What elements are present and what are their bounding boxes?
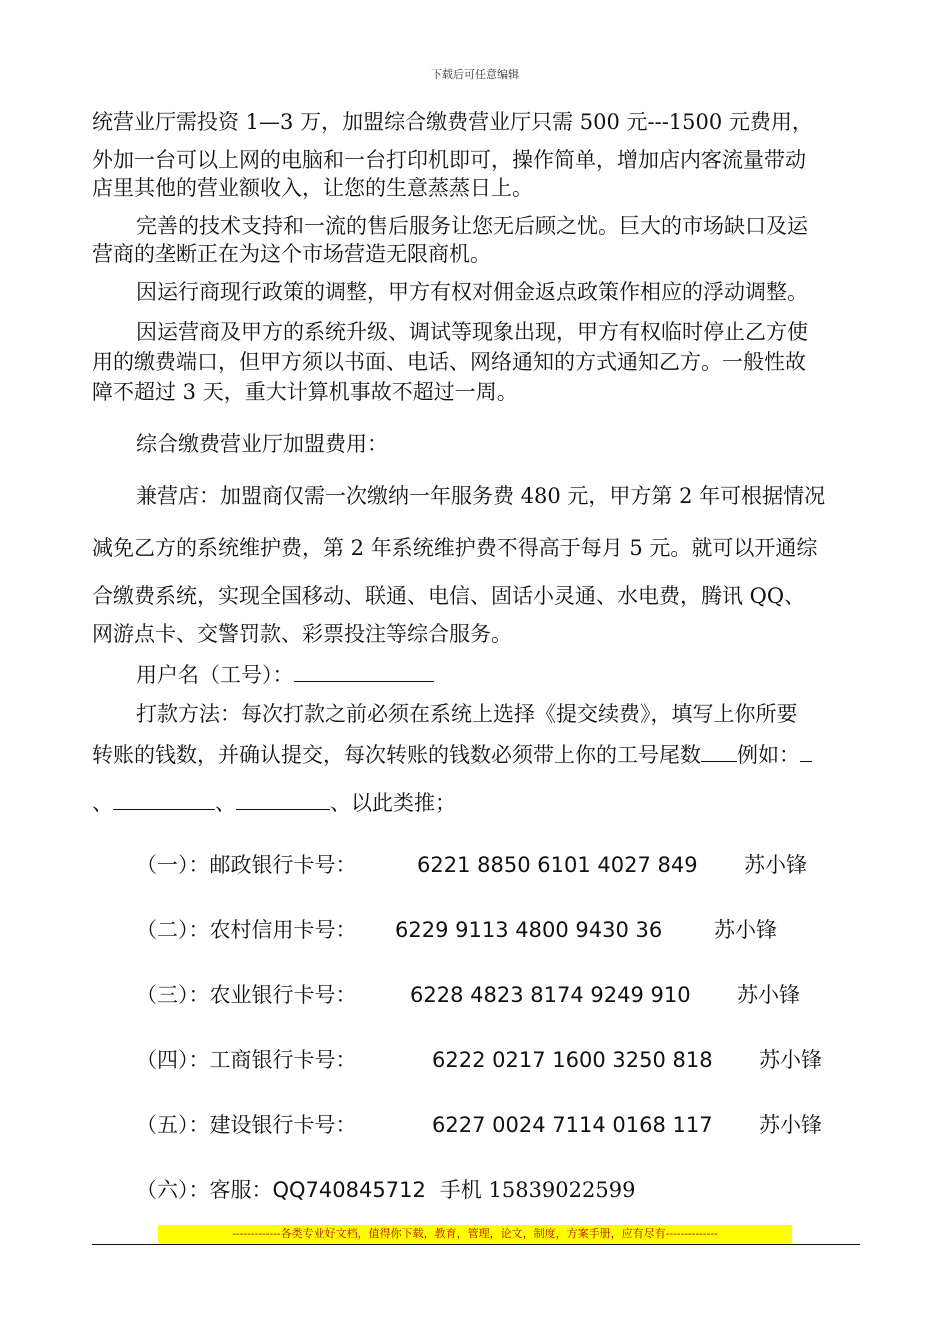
example-blank[interactable] (113, 787, 215, 810)
account-owner: 苏小锋 (714, 918, 777, 942)
username-blank[interactable] (294, 659, 434, 682)
bank-row (136, 980, 800, 1010)
paragraph-line: 用的缴费端口，但甲方须以书面、电话、网络通知的方式通知乙方。一般性故 (92, 350, 806, 374)
account-owner: 苏小锋 (759, 1048, 822, 1072)
bank-account: 6227 0024 7114 0168 117 (432, 1113, 713, 1137)
paragraph-line: 网游点卡、交警罚款、彩票投注等综合服务。 (92, 622, 512, 646)
username-label: 用户名（工号）： (136, 663, 294, 687)
paragraph-line: 减免乙方的系统维护费，第 2 年系统维护费不得高于每月 5 元。就可以开通综 (92, 536, 818, 560)
payment-text: 、以此类推； (330, 791, 456, 815)
paragraph-line: 打款方法：每次打款之前必须在系统上选择《提交续费》，填写上你所要 (136, 702, 798, 726)
paragraph-line: 店里其他的营业额收入，让您的生意蒸蒸日上。 (92, 176, 533, 200)
paragraph-line: 合缴费系统，实现全国移动、联通、电信、固话小灵通、水电费，腾讯 QQ、 (92, 584, 806, 608)
bank-row (136, 915, 777, 945)
bank-label: （三）：农业银行卡号： (136, 983, 357, 1007)
service-label: （六）：客服： (136, 1178, 273, 1202)
bank-label: （一）：邮政银行卡号： (136, 853, 357, 877)
example-blank[interactable] (236, 787, 330, 810)
paragraph-line: 兼营店：加盟商仅需一次缴纳一年服务费 480 元，甲方第 2 年可根据情况 (136, 484, 826, 508)
bank-row (136, 850, 807, 880)
bank-account: 6229 9113 4800 9430 36 (395, 918, 663, 942)
account-owner: 苏小锋 (744, 853, 807, 877)
bank-row (136, 1045, 822, 1075)
separator: 、 (215, 791, 236, 815)
tail-number-blank[interactable] (701, 739, 737, 762)
paragraph-line: 完善的技术支持和一流的售后服务让您无后顾之忧。巨大的市场缺口及运 (136, 214, 808, 238)
bank-label: （四）：工商银行卡号： (136, 1048, 357, 1072)
paragraph-line: 因运行商现行政策的调整，甲方有权对佣金返点政策作相应的浮动调整。 (136, 280, 808, 304)
separator: 、 (92, 791, 113, 815)
paragraph-line: 营商的垄断正在为这个市场营造无限商机。 (92, 242, 491, 266)
page-header: 下载后可任意编辑 (431, 68, 519, 81)
payment-text: 转账的钱数，并确认提交，每次转账的钱数必须带上你的工号尾数 (92, 743, 701, 767)
footer-banner: -------------各类专业好文档，值得你下载，教育，管理，论文，制度，方案手册，应有尽有-------------- (158, 1225, 792, 1243)
paragraph-line: 因运营商及甲方的系统升级、调试等现象出现，甲方有权临时停止乙方使 (136, 320, 808, 344)
example-label: 例如： (737, 743, 800, 767)
paragraph-line: 障不超过 3 天，重大计算机事故不超过一周。 (92, 380, 518, 404)
example-blank[interactable] (800, 739, 812, 762)
service-phone: 手机 15839022599 (439, 1178, 636, 1202)
footer-divider (92, 1244, 860, 1245)
service-row (136, 1175, 635, 1205)
account-owner: 苏小锋 (759, 1113, 822, 1137)
bank-label: （五）：建设银行卡号： (136, 1113, 357, 1137)
bank-row (136, 1110, 822, 1140)
section-heading: 综合缴费营业厅加盟费用： (136, 432, 388, 456)
bank-account: 6222 0217 1600 3250 818 (432, 1048, 713, 1072)
bank-account: 6221 8850 6101 4027 849 (417, 853, 698, 877)
paragraph-line: 统营业厅需投资 1—3 万，加盟综合缴费营业厅只需 500 元---1500 元费用， (92, 110, 813, 134)
username-line (136, 659, 906, 690)
bank-label: （二）：农村信用卡号： (136, 918, 357, 942)
service-qq: QQ740845712 (272, 1178, 426, 1202)
bank-account: 6228 4823 8174 9249 910 (410, 983, 691, 1007)
payment-line-2 (92, 739, 862, 770)
payment-line-3 (92, 787, 862, 818)
paragraph-line: 外加一台可以上网的电脑和一台打印机即可，操作简单，增加店内客流量带动 (92, 148, 806, 172)
account-owner: 苏小锋 (737, 983, 800, 1007)
